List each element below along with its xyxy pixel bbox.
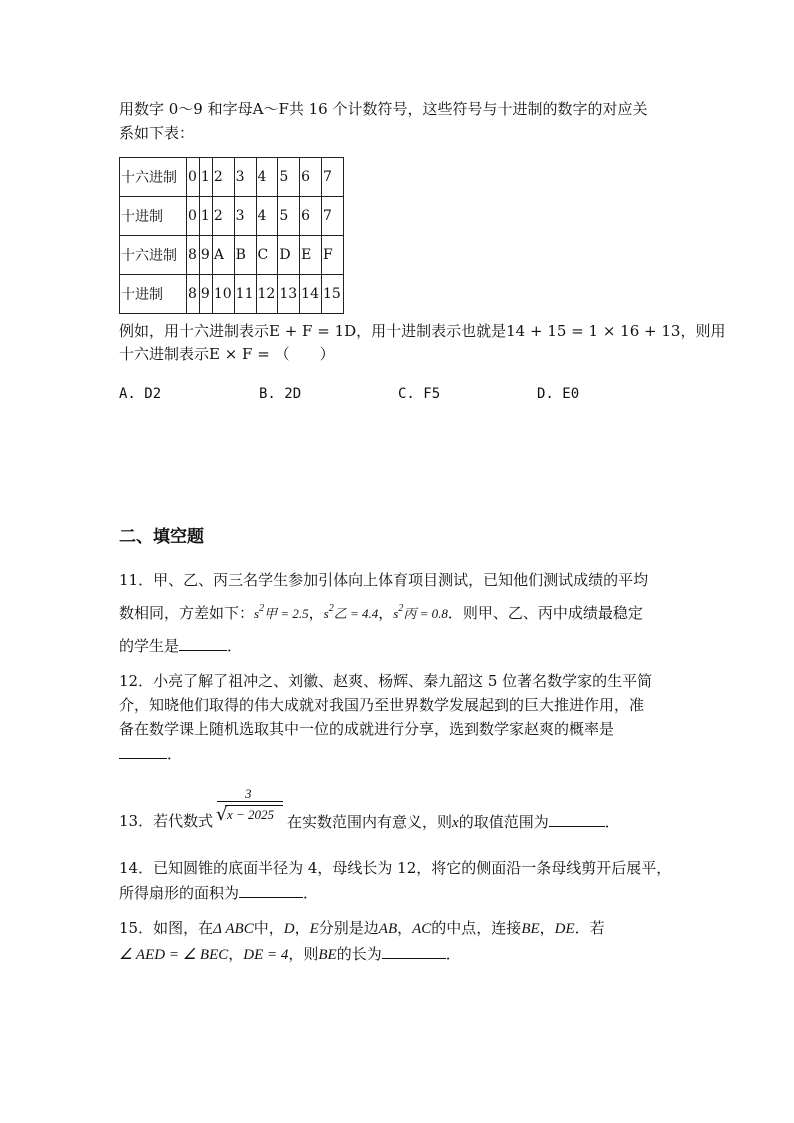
table-row xyxy=(120,197,344,236)
variance-yi: $s^2$乙 = 4.4 xyxy=(323,603,379,621)
table-cell: 4 xyxy=(256,158,278,197)
q11-suffix: ．则甲、乙、丙中成绩最稳定 xyxy=(447,604,643,622)
table-cell: 2 xyxy=(212,158,234,197)
table-cell: C xyxy=(256,236,278,275)
table-row xyxy=(120,158,344,197)
q15-line-2: ∠ AED = ∠ BEC，DE = 4，则BE的长为 ． xyxy=(119,942,461,966)
table-cell: 1 xyxy=(199,197,212,236)
table-cell: 2 xyxy=(212,197,234,236)
q12-line-4: ． xyxy=(119,742,182,765)
table-cell: 6 xyxy=(300,197,322,236)
table-cell: 0 xyxy=(187,197,200,236)
variance-bing: $s^2$丙 = 0.8 xyxy=(393,603,448,621)
hex-decimal-table xyxy=(119,157,344,314)
q13-rest: 在实数范围内有意义，则x的取值范围为 ． xyxy=(287,810,620,834)
table-cell: 8 xyxy=(187,236,200,275)
q11-line-3: 的学生是 ． xyxy=(119,634,242,657)
table-cell: 11 xyxy=(234,275,256,314)
q12-line-2: 介，知晓他们取得的伟大成就对我国乃至世界数学发展起到的巨大推进作用，准 xyxy=(119,696,645,714)
table-cell: 7 xyxy=(321,197,343,236)
table-row-label: 十六进制 xyxy=(120,236,187,275)
intro-line-2: 系如下表： xyxy=(119,124,195,142)
table-cell: 5 xyxy=(278,197,300,236)
table-cell: 14 xyxy=(300,275,322,314)
example-line-2: 十六进制表示E × F = （ ） xyxy=(119,345,335,363)
table-cell: 6 xyxy=(300,158,322,197)
q13-radicand: x − 2025 xyxy=(227,807,275,822)
q13-fraction-bar xyxy=(217,801,283,802)
q14-answer-blank[interactable] xyxy=(239,881,303,898)
table-cell: 0 xyxy=(187,158,200,197)
q13-numerator: 3 xyxy=(245,786,252,801)
q13-sqrt-bar xyxy=(225,805,283,806)
q11-prefix: 数相同，方差如下： xyxy=(119,604,255,622)
section-title: 二、填空题 xyxy=(119,527,204,547)
q12-line-1: 12．小亮了解了祖冲之、刘徽、赵爽、杨辉、秦九韶这 5 位著名数学家的生平简 xyxy=(119,672,653,690)
option-a[interactable]: A. D2 xyxy=(119,386,162,402)
option-d[interactable]: D. E0 xyxy=(537,386,580,402)
option-b[interactable]: B. 2D xyxy=(259,386,302,402)
q15-answer-blank[interactable] xyxy=(382,942,446,959)
table-row xyxy=(120,275,344,314)
q11-line-1: 11．甲、乙、丙三名学生参加引体向上体育项目测试，已知他们测试成绩的平均 xyxy=(119,571,649,589)
table-row xyxy=(120,236,344,275)
example-line-1: 例如，用十六进制表示E + F = 1D，用十进制表示也就是14 + 15 = 1 × 16 + 13，则用 xyxy=(119,322,726,340)
table-cell: 1 xyxy=(199,158,212,197)
table-cell: 9 xyxy=(199,236,212,275)
table-cell: 15 xyxy=(321,275,343,314)
q11-line-2: 数相同，方差如下：$s^2$甲 = 2.5，$s^2$乙 = 4.4，$s^2$丙 = 0.8．则甲、乙、丙中成绩最稳定 xyxy=(119,603,643,622)
table-cell: 13 xyxy=(278,275,300,314)
table-cell: D xyxy=(278,236,300,275)
table-row-label: 十进制 xyxy=(120,275,187,314)
q13-answer-blank[interactable] xyxy=(549,810,605,827)
table-cell: F xyxy=(321,236,343,275)
table-cell: 3 xyxy=(234,158,256,197)
q12-answer-blank[interactable] xyxy=(119,742,167,759)
table-cell: 7 xyxy=(321,158,343,197)
table-cell: B xyxy=(234,236,256,275)
table-cell: 4 xyxy=(256,197,278,236)
table-cell: 9 xyxy=(199,275,212,314)
q14-line-2: 所得扇形的面积为 ． xyxy=(119,881,318,904)
intro-line-1: 用数字 0～9 和字母A～F共 16 个计数符号，这些符号与十进制的数字的对应关 xyxy=(119,100,648,118)
table-cell: E xyxy=(300,236,322,275)
q12-line-3: 备在数学课上随机选取其中一位的成就进行分享，选到数学家赵爽的概率是 xyxy=(119,720,615,738)
table-row-label: 十进制 xyxy=(120,197,187,236)
q11-answer-blank[interactable] xyxy=(179,634,227,651)
q15-line-1: 15．如图，在Δ ABC中，D，E分别是边AB，AC的中点，连接BE，DE．若 xyxy=(119,919,605,937)
table-cell: 12 xyxy=(256,275,278,314)
table-cell: 10 xyxy=(212,275,234,314)
table-cell: A xyxy=(212,236,234,275)
table-cell: 3 xyxy=(234,197,256,236)
table-cell: 5 xyxy=(278,158,300,197)
table-cell: 8 xyxy=(187,275,200,314)
option-c[interactable]: C. F5 xyxy=(398,386,441,402)
q14-line-1: 14．已知圆锥的底面半径为 4，母线长为 12，将它的侧面沿一条母线剪开后展平， xyxy=(119,859,672,877)
table-row-label: 十六进制 xyxy=(120,158,187,197)
q13-prefix: 13．若代数式 xyxy=(119,812,214,830)
variance-jia: $s^2$甲 = 2.5 xyxy=(254,603,309,621)
q13-sqrt-sign: √ xyxy=(216,804,228,825)
